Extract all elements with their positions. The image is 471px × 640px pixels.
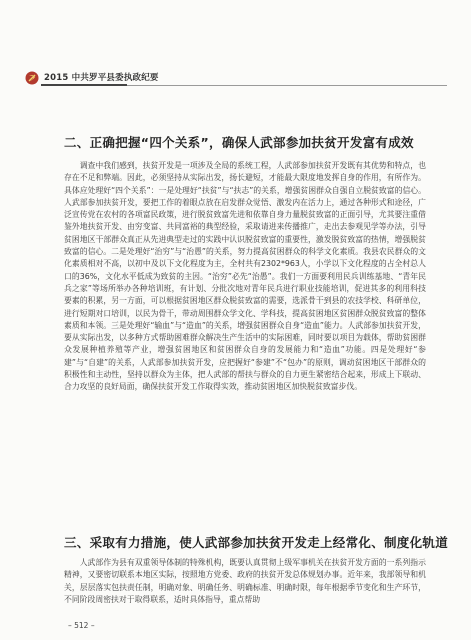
- section-paragraph-3: 人武部作为县有双重领导体制的特殊机构，既要认真贯彻上级军事机关在扶贫开发方面的一系列指示精神，又要密切联系本地区实际，按照地方党委、政府的扶贫开发总体规划办事。近年来，我部领导和机关，层层落实包扶责任制，明确对象、明确任务、明确标准、明确时限，每年根据季节变化和生产环节，不同阶段周密扶对于取得联系，适时具体指导，重点帮助: [64, 558, 426, 604]
- section-heading-2: 二、正确把握“四个关系”，确保人武部参加扶贫开发富有成效: [64, 135, 414, 150]
- section-heading-3: 三、采取有力措施，使人武部参加扶贫开发走上经常化、制度化轨道: [64, 535, 449, 550]
- party-emblem-icon: [25, 71, 39, 85]
- page-number: – 512 –: [68, 621, 95, 630]
- page-header: [0, 0, 471, 84]
- header-rule-dark: [41, 84, 127, 86]
- running-title: 2015 中共罗平县委执政纪要: [44, 73, 159, 83]
- section-paragraph-2: 调查中我们感到，扶贫开发是一项涉及全局的系统工程，人武部参加扶贫开发既有其优势和特点，也存在不足和弊端。因此，必须坚持从实际出发，扬长避短，才能最大限度地发挥自身的作用，有所作为。具体应处理好“四个关系”：一是处理好“扶贫”与“扶志”的关系，增强贫困群众自强自立脱贫致富的信心。人武部参加扶贫开发，要把工作的着眼点放在启发群众觉悟、激发内在活力上，通过各种形式和途径，广泛宣传党在农村的各项富民政策，进行脱贫致富先进和依靠自身力量脱贫致富的正面引导，尤其要注重借鉴外地扶贫开发、由穷变富、共同富裕的典型经验，采取请进来传播推广，走出去参观见学等办法，引导贫困地区干部群众真正从先进典型走过的实践中认识脱贫致富的重要性，激发脱贫致富的热情，增强脱贫致富的信心。二是处理好“治穷”与“治愚”的关系，努力提高贫困群众的科学文化素质。我县农民群众的文化素质相对不高，以初中及以下文化程度为主，全村共有2302*963人，小学以下文化程度的占全村总人口的36%，文化水平低成为致贫的主因。“治穷”必先“治愚”。我们一方面要利用民兵训练基地、“青年民兵之家”等场所举办各种培训班，有计划、分批次地对青年民兵进行职业技能培训，促进其多的利用科技要素的积累，另一方面，可以根据贫困地区群众脱贫致富的需要，选派骨干到县的农技学校、科研单位，进行短期对口培训，以民为骨干，带动周围群众学文化、学科技，提高贫困地区贫困群众脱贫致富的整体素质和本领。三是处理好“输血”与“造血”的关系，增强贫困群众自身“造血”能力。人武部参加扶贫开发，要从实际出发，以多种方式帮助困难群众解决生产生活中的实际困难，同时要以项目为载体，帮助贫困群众发展种植养殖等产业，增强贫困地区和贫困群众自身的发展能力和“造血”功能。四是处理好“参建”与“自建”的关系，人武部参加扶贫开发，应把握好“参建”不“包办”的原则，调动贫困地区干部群众的积极性和主动性，坚持以群众为主体，把人武部的帮扶与群众的自力更生紧密结合起来，形成上下联动、合力攻坚的良好局面，确保扶贫开发工作取得实效，推动贫困地区加快脱贫致富步伐。: [64, 161, 426, 392]
- header-rule-light: [127, 85, 447, 86]
